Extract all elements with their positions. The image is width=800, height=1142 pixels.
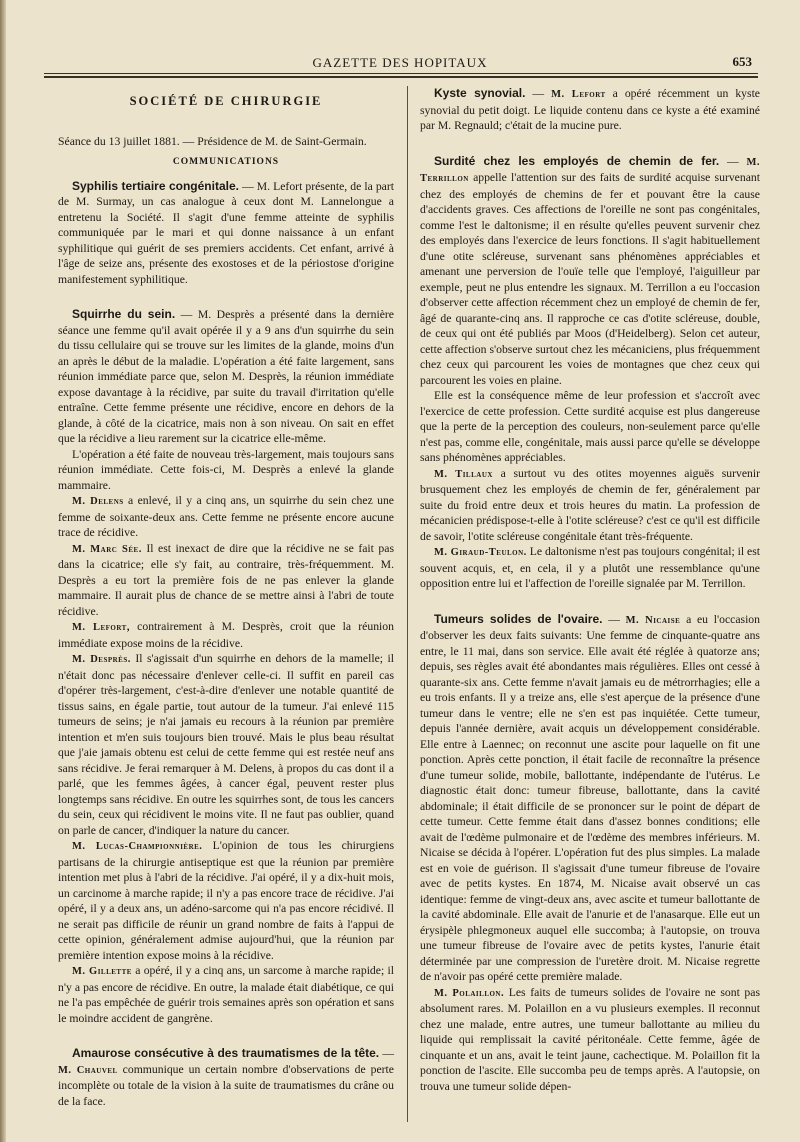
paragraph: M. Desprès. Il s'agissait d'un squirrhe en dehors de la mamelle; il n'était donc pas nécessaire d'enlever celle-ci. Il suffit en pareil cas d'opérer très-largement, c'est-à-dire d'enlever une notable quantité de tissus sains, en égale partie, tout autour de la tumeur. J'ai enlevé 115 tumeurs de seins; je n'ai jamais eu recours à la réunion par première intention et m'en suis toujours bien trouvé. Mais le plus beau résultat que j'aie jamais obtenu est celui de cette femme qui est restée neuf ans sans récidive. Je ferai remarquer à M. Delens, à propos du cas dont il a parlé, que les femmes âgées, à cancer égal, peuvent rester plus longtemps sans récidive. En outre les squirrhes sont, de tous les cancers du sein, ceux qui récidivent le moins vite. Il ne faut pas oublier, quand on parle de cancer, d'indiquer la nature du cancer. [58, 652, 394, 837]
header-rule-thin [44, 73, 758, 74]
paragraph: Elle est la conséquence même de leur profession et s'accroît avec l'exercice de cette profession. Cette surdité acquise est plus dangereuse que la perte de la perception des couleurs, non-seulement parce qu'elle n'est pas, comme elle, congénitale, mais aussi parce qu'elle se développe sans phénomènes appréciables. [420, 389, 760, 464]
article-kyste: Kyste synovial. — M. Lefort a opéré récemment un kyste synovial du petit doigt. Le liquide contenu dans ce kyste a été examiné par M. Regnauld; c'était de la mucine pure. [420, 86, 760, 132]
article-title: Surdité chez les employés de chemin de fer. [434, 153, 720, 168]
left-column [58, 86, 394, 1109]
paragraph: M. Tillaux a surtout vu des otites moyennes aiguës survenir brusquement chez les employés de chemin de fer, généralement par suite du froid entre deux et trois heures du matin. La profession de mécanicien prédispose-t-elle à l'otite scléreuse? c'est ce qu'il est difficile de savoir, l'otite scléreuse congénitale étant très-fréquente. [420, 466, 761, 543]
paragraph: M. Delens a enlevé, il y a cinq ans, un squirrhe du sein chez une femme de soixante-deux ans. Cette femme ne présente encore aucune trace de récidive. [58, 494, 394, 539]
article-squirrhe [58, 307, 394, 447]
speaker-name: M. Lefort [551, 89, 606, 100]
speaker-name: M. Lefort, [72, 622, 130, 633]
article-title: Amaurose consécutive à des traumatismes de la tête. [72, 1046, 380, 1060]
right-column [420, 86, 760, 1094]
speaker-name: M. Marc Sée. [72, 543, 142, 555]
article-surdite: Surdité chez les employés de chemin de fer. — M. Terrillon appelle l'attention sur des faits de surdité acquise survenant chez des employés de chemins de fer et pouvant être la cause d'accidents graves. Ces affections de l'oreille ne sont pas congénitales, comme l'est le daltonisme; il en résulte qu'elles peuvent survenir chez des employés dans l'exercice de leurs fonctions. Il s'agit habituellement d'une otite scléreuse, survenant sans phénomènes appréciables et amenant une perversion de l'ouïe telle que l'employé, l'aiguilleur par exemple, peut ne plus entendre les signaux. M. Terrillon a eu l'occasion d'observer cette affection récemment chez un employé de chemin de fer, âgé de quarante-cinq ans. Il rapproche ce cas d'otite scléreuse, double, de ceux qui ont été publiés par Moos (d'Heidelberg). Selon cet auteur, cette affection s'observe surtout chez les mécaniciens, plus fréquemment chez ceux qui parcourent les voies de montagnes que chez ceux qui parcourent les voies en plaine. [420, 153, 760, 387]
page-number: 653 [732, 54, 752, 69]
paragraph: M. Gillette a opéré, il y a cinq ans, un sarcome à marche rapide; il n'y a pas encore de récidive. En outre, la malade était diabétique, ce qui ne l'a pas empêchée de guérir trois semaines après son opération et sans le moindre accident de gangrène. [58, 964, 394, 1025]
article-amaurose: Amaurose consécutive à des traumatismes de la tête. — M. Chauvel communique un certain nombre d'observations de perte incomplète ou totale de la vision à la suite de traumatismes du crâne ou de la face. [58, 1046, 395, 1108]
speaker-name: M. Chauvel [58, 1064, 118, 1076]
page-header [40, 52, 760, 72]
seance-line: Séance du 13 juillet 1881. — Présidence de M. de Saint-Germain. [58, 134, 367, 148]
header-rule-thick [44, 76, 758, 78]
speaker-name: M. Nicaise [625, 614, 681, 626]
article-title: Syphilis tertiaire congénitale. [72, 178, 239, 193]
speaker-name: M. Polaillon. [434, 987, 505, 999]
paragraph: L'opération a été faite de nouveau très-largement, mais toujours sans réunion immédiate. Cette fois-ci, M. Desprès a enlevé la glande mammaire. [58, 447, 394, 492]
speaker-name: M. Tillaux [434, 468, 493, 480]
page-binding-edge [0, 0, 6, 1142]
column-divider [407, 86, 408, 1122]
speaker-name: M. Terrillon [420, 156, 760, 184]
article-title: Tumeurs solides de l'ovaire. [434, 611, 603, 626]
section-title: SOCIÉTÉ DE CHIRURGIE [129, 94, 323, 108]
article-text: — M. Desprès a présenté dans la dernière séance une femme qu'il avait opérée il y a 9 ans d'un squirrhe du sein du tissu cellulaire qui se trouve sur les limites de la glande, moins d'un an après le début de la maladie. L'opération a été faite largement, sans réunion immédiate parce que, selon M. Desprès, la réunion immédiate expose davantage à la récidive, par suite du travail d'irritation qu'elle entraîne. Cette femme présente une récidive, encore en dehors de la glande, à côté de la cicatrice, mais non à son niveau. On sait en effet que la récidive a lieu rarement sur la cicatrice elle-même. [58, 308, 394, 445]
paragraph: M. Lefort, contrairement à M. Desprès, croit que la réunion immédiate expose moins de la récidive. [58, 620, 394, 650]
speaker-name: M. Delens [72, 496, 124, 507]
speaker-name: M. Gillette [72, 966, 132, 977]
article-title: Kyste synovial. [434, 86, 526, 100]
article-title: Squirrhe du sein. [72, 307, 176, 321]
speaker-name: M. Lucas-Championnière. [72, 841, 203, 852]
paragraph: M. Polaillon. Les faits de tumeurs solides de l'ovaire ne sont pas absolument rares. M. Polaillon en a vu plusieurs exemples. Il reconnut chez une malade, entre autres, une tumeur ballottante au milieu du liquide qui remplissait la cavité péritonéale. Cette femme, âgée de cinquante et un ans, avait le teint jaune, cachectique. M. Polaillon fit la ponction de l'ascite. Elle succomba peu de temps après. A l'autopsie, on trouva une tumeur solide dépen- [420, 985, 761, 1093]
communications-heading: COMMUNICATIONS [172, 157, 280, 167]
speaker-name: M. Desprès. [72, 654, 131, 665]
article-syphilis [58, 179, 394, 288]
paragraph: M. Marc Sée. Il est inexact de dire que la récidive ne se fait pas dans la cicatrice; elle s'y fait, au contraire, très-fréquemment. M. Desprès a eu tort la première fois de ne pas enlever la glande mammaire. Il aurait plus de chance de se mettre ainsi à l'abri de toute récidive. [58, 541, 394, 618]
article-tumeurs-ovaire: Tumeurs solides de l'ovaire. — M. Nicaise a eu l'occasion d'observer les deux faits suivants: Une femme de cinquante-quatre ans entre, le 11 mai, dans son service. Elle avait été réglée à quatorze ans; depuis, ses règles avait été abondantes mais régulières. Elles ont cessé à quarante-six ans. Cette femme n'avait jamais eu de métrorrhagies; elle a eu trois enfants. Il y a treize ans, elle s'est aperçue de la présence d'une tumeur dans le ventre; elle ne s'en est pas inquiétée. Cette tumeur, depuis l'année dernière, avait acquis un développement considérable. Elle entre à Laennec; on reconnut une ascite pour laquelle on fit une ponction. Après cette ponction, il était facile de reconnaître la présence d'une tumeur solide, mobile, ballottante, indépendante de l'utérus. Le diagnostic était donc: tumeur fibreuse, ballottante, dans la cavité abdominale; il était difficile de se prononcer sur le point de départ de cette tumeur. Cette femme était dans d'assez bonnes conditions; elle avait de l'œdème pulmonaire et de l'œdème des membres inférieurs. M. Nicaise se décida à l'opérer. L'opération fut des plus simples. La malade est en voie de guérison. Il s'agissait d'une tumeur fibreuse de l'ovaire avec de petits kystes. En 1874, M. Nicaise avait observé un cas identique: femme de vingt-deux ans, avec ascite et tumeur ballottante de la cavité abdominale. Elle avait de l'anurie et de l'anasarque. Elle eut un érysipèle phlegmoneux auquel elle succomba; à l'autopsie, on trouva une tumeur fibreuse de l'ovaire avec de petits kystes, l'anurie était déterminée par une compression de l'uretère droit. M. Nicaise regrette de n'avoir pas opéré cette première malade. [420, 611, 760, 983]
paragraph: M. Giraud-Teulon. Le daltonisme n'est pas toujours congénital; il est souvent acquis, et, en cela, il y a plutôt une ressemblance qu'une opposition entre lui et l'affection de l'oreille signalée par M. Terrillon. [420, 545, 761, 590]
paragraph: M. Lucas-Championnière. L'opinion de tous les chirurgiens partisans de la chirurgie antiseptique est que la réunion par première intention met plus à l'abri de la récidive. J'ai opéré, il y a dix-huit mois, un carcinome à marche rapide; il n'y a pas encore trace de récidive. J'ai opéré, il y a deux ans, un adéno-sarcome qui n'a pas encore récidivé. Il ne serait pas difficile de réunir un grand nombre de faits à l'appui de cette opinion, généralement admise aujourd'hui, que la réunion par première intention expose moins à la récidive. [58, 839, 394, 962]
article-text: — M. Lefort présente, de la part de M. Surmay, un cas analogue à ceux dont M. Lannelongue a entretenu la Société. Il s'agit d'une femme atteinte de syphilis communiquée par le mari et qui donne naissance à un enfant syphilitique qui guérit de ses premiers accidents. Cet enfant, arrivé à l'âge de seize ans, présente des exostoses et de la périostose d'origine manifestement syphilitique. [58, 179, 394, 286]
speaker-name: M. Giraud-Teulon. [434, 547, 527, 558]
journal-title: GAZETTE DES HOPITAUX [312, 55, 488, 70]
